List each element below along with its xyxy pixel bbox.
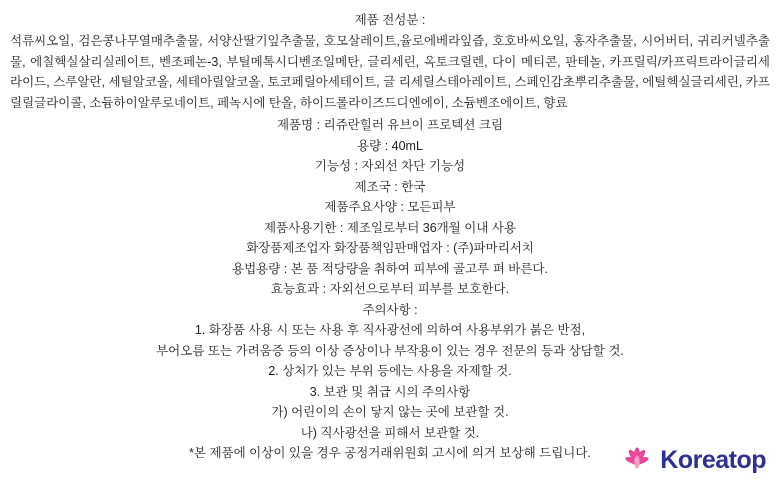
field-efficacy: 효능효과 : 자외선으로부터 피부를 보호한다.: [270, 282, 510, 296]
field-manufacturer: 화장품제조업자 화장품책임판매업자 : (주)파마리서치: [246, 241, 534, 255]
lotus-flower-icon: [620, 443, 654, 477]
precaution-line-6: 나) 직사광선을 피해서 보관할 것.: [300, 425, 480, 440]
field-volume: 용량 : 40mL: [357, 138, 423, 153]
field-expiry: 제품사용기한 : 제조일로부터 36개월 이내 사용: [263, 220, 517, 235]
precautions-heading: 주의사항 :: [362, 302, 418, 317]
precaution-line-3: 2. 상처가 있는 부위 등에는 사용을 자제할 것.: [268, 364, 512, 378]
compensation-note: *본 제품에 이상이 있을 경우 공정거래위원회 고시에 의거 보상해 드립니다.: [189, 446, 591, 460]
field-usage: 용법용량 : 본 품 적당량을 취하여 피부에 골고루 펴 바른다.: [232, 261, 548, 276]
field-skin-type: 제품주요사양 : 모든피부: [324, 200, 456, 214]
koreatop-logo: [620, 443, 766, 477]
precaution-line-1: 1. 화장품 사용 시 또는 사용 후 직사광선에 의하여 사용부위가 붉은 반점,: [194, 323, 586, 337]
field-country-of-origin: 제조국 : 한국: [354, 179, 426, 194]
ingredients-heading: 제품 전성분 :: [354, 13, 426, 27]
field-function: 기능성 : 자외선 차단 기능성: [314, 159, 466, 173]
precautions-section: [8, 300, 772, 464]
precaution-line-5: 가) 어린이의 손이 닿지 않는 곳에 보관할 것.: [271, 405, 509, 419]
precaution-line-4: 3. 보관 및 취급 시의 주의사항: [309, 384, 471, 399]
ingredients-text: 석류씨오일, 검은콩나무열매추출물, 서양산딸기잎추출물, 호모살레이트,율로에베라잎즙, 호호바씨오일, 홍자추출물, 시어버터, 귀리커넬추출물, 에칠헥실살리실레이트, 벤조페논-3, 부틸메톡시디벤조일메탄, 글리세린, 옥토크릴렌, 다이 메티콘, 판테놀, 카프릴릭/카프릭트라이글리세라이드, 스루알란, 세틸알코올, 세테아릴알코올, 토코페릴아세테이트, 글 리세릴스테아레이트, 스페인감초뿌리추출물, 에틸헥실글리세린, 카프릴릴글라이콜, 소듐하이알루로네이트, 페녹시에 탄올, 하이드롤라이즈드디엔에이, 소듐벤조에이트, 향료: [10, 34, 770, 110]
precaution-line-2: 부어오름 또는 가려움증 등의 이상 증상이나 부작용이 있는 경우 전문의 등과 상담할 것.: [156, 343, 624, 358]
field-product-name: 제품명 : 리쥬란힐러 유브이 프로텍션 크림: [276, 118, 504, 132]
brand-name: Koreatop: [660, 445, 766, 474]
